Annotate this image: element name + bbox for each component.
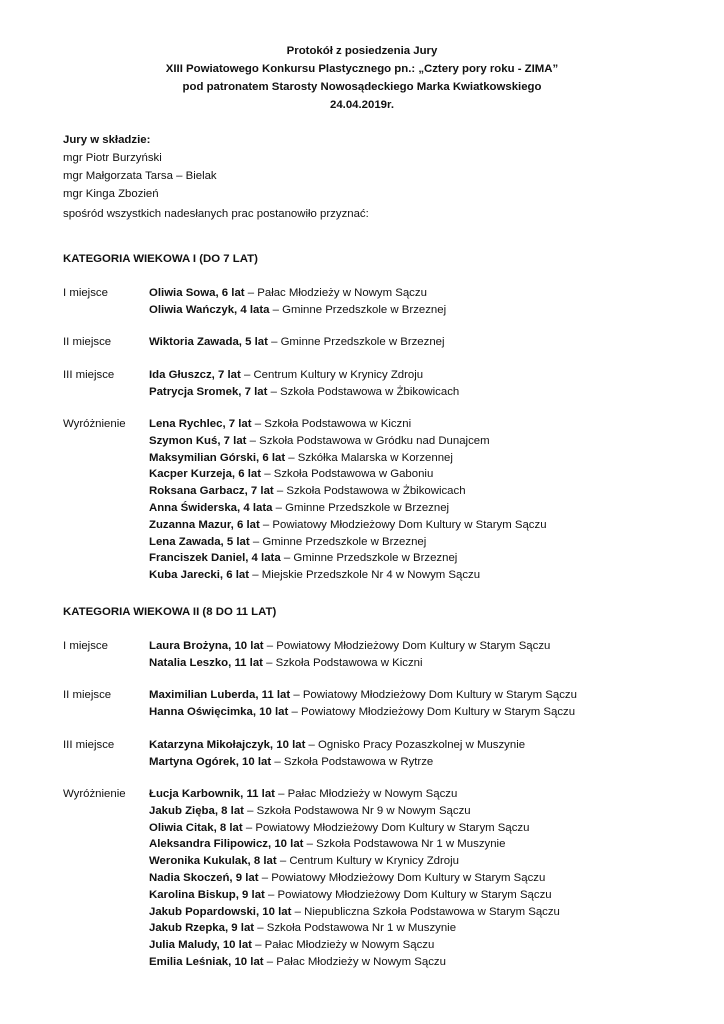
winner-name: Lena Zawada, 5 lat — [149, 535, 250, 548]
winner-school: – Szkoła Podstawowa w Żbikowicach — [273, 485, 466, 498]
jury-title: Jury w składzie: — [63, 134, 151, 146]
entry-list — [149, 334, 445, 351]
list-item — [149, 937, 560, 954]
winner-name: Laura Brożyna, 10 lat — [149, 640, 264, 652]
winner-school: – Powiatowy Młodzieżowy Dom Kultury w Starym Sączu — [288, 705, 576, 718]
winner-school: – Szkoła Podstawowa w Kiczni — [262, 656, 423, 669]
list-item — [149, 655, 550, 672]
winner-school: – Gminne Przedszkole w Brzeznej — [267, 336, 445, 348]
winner-name: Emilia Leśniak, 10 lat — [149, 955, 264, 968]
winner-school: – Szkoła Podstawowa w Rytrze — [271, 755, 434, 768]
winner-school: – Gminne Przedszkole w Brzeznej — [269, 303, 447, 316]
winner-school: – Gminne Przedszkole w Brzeznej — [249, 535, 427, 548]
list-item — [149, 904, 560, 921]
header-title: Protokół z posiedzenia Jury — [286, 45, 438, 57]
winner-school: – Centrum Kultury w Krynicy Zdroju — [276, 855, 459, 868]
list-item — [149, 803, 560, 820]
winner-school: – Pałac Młodzieży w Nowym Sączu — [251, 939, 435, 952]
list-item — [149, 954, 560, 971]
list-item — [149, 416, 547, 433]
winner-name: Lena Rychlec, 7 lat — [149, 418, 252, 430]
list-item — [149, 870, 560, 887]
list-item — [149, 450, 547, 467]
winner-name: Julia Maludy, 10 lat — [149, 939, 252, 952]
winner-school: – Powiatowy Młodzieżowy Dom Kultury w Starym Sączu — [264, 888, 552, 901]
entry-list — [149, 416, 547, 584]
winner-school: – Miejskie Przedszkole Nr 4 w Nowym Sączu — [249, 569, 481, 582]
list-item — [149, 786, 560, 803]
place-label: II miejsce — [63, 336, 112, 348]
winner-name: Aleksandra Filipowicz, 10 lat — [149, 838, 304, 851]
winner-name: Patrycja Sromek, 7 lat — [149, 385, 268, 398]
list-item — [149, 433, 547, 450]
list-item — [149, 384, 459, 401]
list-item — [149, 737, 525, 754]
winner-name: Maksymilian Górski, 6 lat — [149, 451, 286, 464]
category-title: KATEGORIA WIEKOWA I (DO 7 LAT) — [63, 253, 258, 265]
list-item — [149, 367, 459, 384]
place-label: I miejsce — [63, 287, 108, 299]
jury-section — [63, 131, 217, 203]
winner-school: – Pałac Młodzieży w Nowym Sączu — [263, 955, 446, 968]
winner-school: – Powiatowy Młodzieżowy Dom Kultury w Starym Sączu — [258, 871, 546, 884]
winner-school: – Szkoła Podstawowa w Gaboniu — [261, 468, 434, 481]
list-item — [149, 836, 560, 853]
winner-school: – Gminne Przedszkole w Brzeznej — [272, 501, 450, 514]
place-label: II miejsce — [63, 689, 112, 701]
winner-name: Oliwia Wańczyk, 4 lata — [149, 303, 270, 316]
list-item — [149, 517, 547, 534]
winner-name: Hanna Oświęcimka, 10 lat — [149, 705, 289, 718]
winner-name: Nadia Skoczeń, 9 lat — [149, 871, 259, 884]
winner-school: – Ognisko Pracy Pozaszkolnej w Muszynie — [305, 739, 526, 751]
winner-school: – Gminne Przedszkole w Brzeznej — [280, 552, 458, 565]
winner-school: – Szkoła Podstawowa w Kiczni — [251, 418, 412, 430]
list-item — [149, 820, 560, 837]
winner-name: Katarzyna Mikołajczyk, 10 lat — [149, 739, 306, 751]
list-item — [149, 754, 525, 771]
list-item — [149, 285, 446, 302]
winner-school: – Pałac Młodzieży w Nowym Sączu — [244, 287, 427, 299]
winner-name: Łucja Karbownik, 11 lat — [149, 788, 275, 800]
place-label: Wyróżnienie — [63, 418, 126, 430]
header-patronage: pod patronatem Starosty Nowosądeckiego Marka Kwiatkowskiego — [182, 81, 542, 93]
protocol-header — [0, 42, 724, 114]
winner-name: Franciszek Daniel, 4 lata — [149, 552, 281, 565]
jury-member: mgr Piotr Burzyński — [63, 152, 162, 164]
winner-name: Weronika Kukulak, 8 lat — [149, 855, 277, 868]
winner-school: – Powiatowy Młodzieżowy Dom Kultury w Starym Sączu — [259, 518, 547, 531]
list-item — [149, 302, 446, 319]
header-contest: XIII Powiatowego Konkursu Plastycznego pn.: „Cztery pory roku - ZIMA” — [165, 63, 559, 75]
winner-school: – Powiatowy Młodzieżowy Dom Kultury w Starym Sączu — [242, 821, 530, 834]
winner-school: – Powiatowy Młodzieżowy Dom Kultury w Starym Sączu — [263, 640, 551, 652]
winner-name: Jakub Rzepka, 9 lat — [149, 922, 255, 935]
list-item — [149, 500, 547, 517]
winner-school: – Szkoła Podstawowa Nr 1 w Muszynie — [254, 922, 457, 935]
winner-name: Maximilian Luberda, 11 lat — [149, 689, 291, 701]
list-item — [149, 334, 445, 351]
list-item — [149, 920, 560, 937]
entry-list — [149, 285, 446, 319]
place-label: Wyróżnienie — [63, 788, 126, 800]
category-title: KATEGORIA WIEKOWA II (8 DO 11 LAT) — [63, 606, 277, 618]
header-date: 24.04.2019r. — [330, 99, 394, 111]
list-item — [149, 483, 547, 500]
list-item — [149, 466, 547, 483]
winner-name: Zuzanna Mazur, 6 lat — [149, 518, 260, 531]
winner-name: Szymon Kuś, 7 lat — [149, 434, 247, 447]
list-item — [149, 550, 547, 567]
winner-name: Roksana Garbacz, 7 lat — [149, 485, 274, 498]
winner-name: Karolina Biskup, 9 lat — [149, 888, 265, 901]
winner-name: Anna Świderska, 4 lata — [149, 501, 273, 514]
intro-text: spośród wszystkich nadesłanych prac postanowiło przyznać: — [63, 208, 369, 220]
winner-name: Jakub Popardowski, 10 lat — [149, 905, 292, 918]
entry-list — [149, 367, 459, 401]
entry-list — [149, 737, 525, 771]
place-label: III miejsce — [63, 739, 115, 751]
winner-school: – Powiatowy Młodzieżowy Dom Kultury w Starym Sączu — [290, 689, 577, 701]
winner-school: – Szkoła Podstawowa Nr 1 w Muszynie — [303, 838, 506, 851]
entry-list — [149, 638, 550, 672]
jury-member: mgr Kinga Zbozień — [63, 188, 159, 200]
winner-name: Oliwia Sowa, 6 lat — [149, 287, 245, 299]
winner-name: Kacper Kurzeja, 6 lat — [149, 468, 262, 481]
winner-school: – Centrum Kultury w Krynicy Zdroju — [240, 369, 424, 381]
winner-school: – Pałac Młodzieży w Nowym Sączu — [274, 788, 458, 800]
entry-list — [149, 687, 577, 721]
place-label: I miejsce — [63, 640, 108, 652]
winner-name: Oliwia Citak, 8 lat — [149, 821, 243, 834]
entry-list — [149, 786, 560, 971]
place-label: III miejsce — [63, 369, 115, 381]
winner-school: – Niepubliczna Szkoła Podstawowa w Starym Sączu — [291, 905, 560, 918]
jury-member: mgr Małgorzata Tarsa – Bielak — [63, 170, 217, 182]
winner-school: – Szkoła Podstawowa w Żbikowicach — [267, 385, 460, 398]
winner-name: Martyna Ogórek, 10 lat — [149, 755, 272, 768]
winner-name: Natalia Leszko, 11 lat — [149, 656, 263, 669]
list-item — [149, 638, 550, 655]
winner-name: Kuba Jarecki, 6 lat — [149, 569, 250, 582]
list-item — [149, 687, 577, 704]
winner-school: – Szkoła Podstawowa w Gródku nad Dunajcem — [246, 434, 490, 447]
winner-name: Ida Głuszcz, 7 lat — [149, 369, 241, 381]
list-item — [149, 534, 547, 551]
list-item — [149, 567, 547, 584]
list-item — [149, 704, 577, 721]
winner-name: Wiktoria Zawada, 5 lat — [149, 336, 268, 348]
winner-school: – Szkółka Malarska w Korzennej — [285, 451, 453, 464]
winner-school: – Szkoła Podstawowa Nr 9 w Nowym Sączu — [243, 804, 471, 817]
list-item — [149, 887, 560, 904]
list-item — [149, 853, 560, 870]
winner-name: Jakub Zięba, 8 lat — [149, 804, 244, 817]
